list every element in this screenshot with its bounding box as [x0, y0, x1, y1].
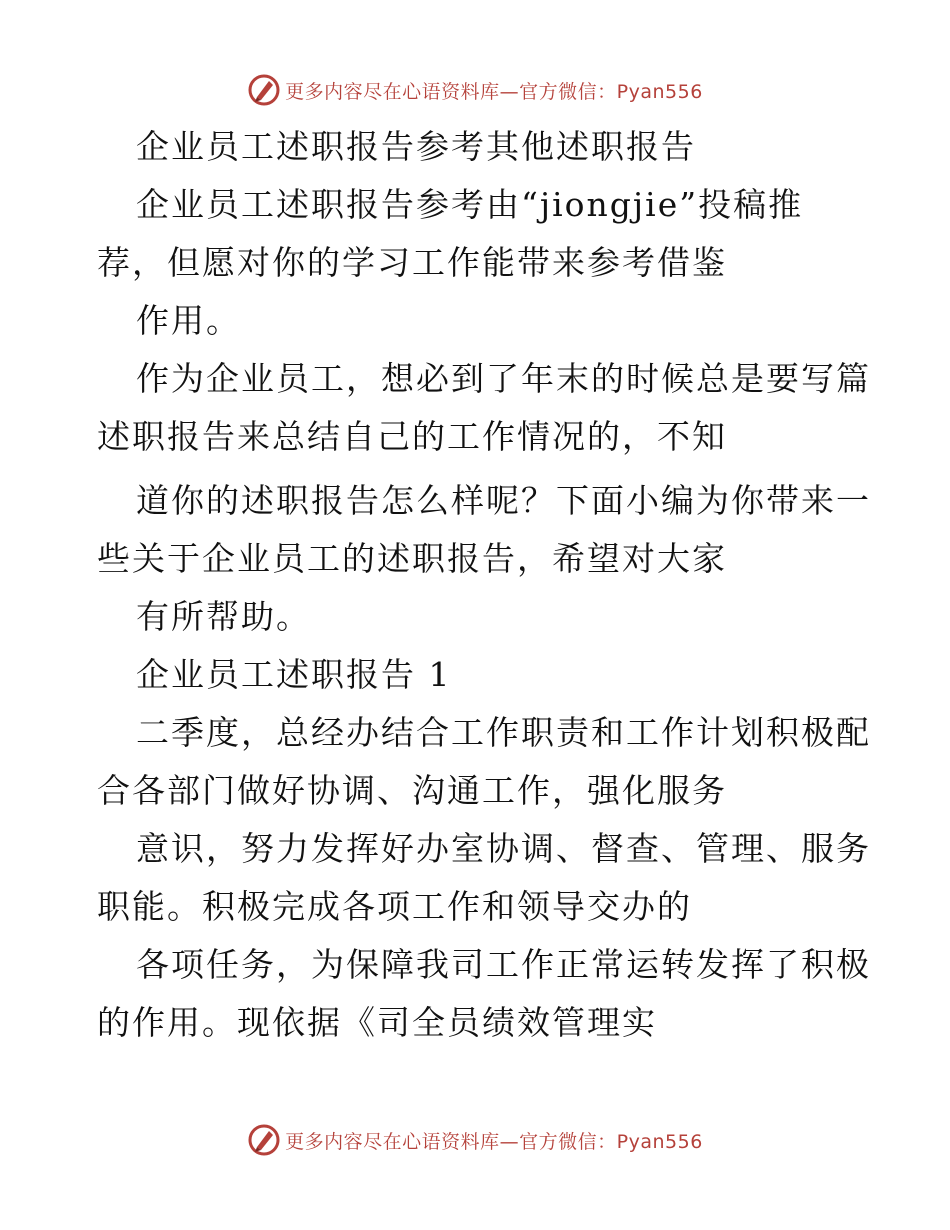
paragraph-line: 道你的述职报告怎么样呢？下面小编为你带来一 [136, 481, 871, 520]
paragraph-line: 有所帮助。 [136, 597, 311, 636]
paragraph-line: 职能。积极完成各项工作和领导交办的 [97, 887, 692, 926]
paragraph-line: 作为企业员工，想必到了年末的时候总是要写篇 [136, 359, 871, 398]
header-watermark [0, 70, 950, 110]
watermark-text: 更多内容尽在心语资料库—官方微信：Pyan556 [285, 1130, 703, 1153]
paragraph-line: 意识，努力发挥好办室协调、督查、管理、服务 [136, 829, 871, 868]
footer-watermark [0, 1120, 950, 1160]
pen-logo-icon [247, 1123, 281, 1157]
paragraph-line: 荐，但愿对你的学习工作能带来参考借鉴 [97, 243, 727, 282]
doc-title: 企业员工述职报告参考其他述职报告 [136, 127, 696, 166]
watermark-text: 更多内容尽在心语资料库—官方微信：Pyan556 [285, 80, 703, 103]
section-heading: 企业员工述职报告 1 [136, 655, 452, 694]
paragraph-line: 各项任务，为保障我司工作正常运转发挥了积极 [136, 945, 871, 984]
paragraph-line: 企业员工述职报告参考由“jiongjie”投稿推 [136, 185, 804, 224]
paragraph-line: 些关于企业员工的述职报告，希望对大家 [97, 539, 727, 578]
paragraph-line: 二季度，总经办结合工作职责和工作计划积极配 [136, 713, 871, 752]
paragraph-line: 的作用。现依据《司全员绩效管理实 [97, 1003, 657, 1042]
paragraph-line: 作用。 [136, 301, 241, 340]
pen-logo-icon [247, 73, 281, 107]
paragraph-line: 合各部门做好协调、沟通工作，强化服务 [97, 771, 727, 810]
paragraph-line: 述职报告来总结自己的工作情况的，不知 [97, 417, 727, 456]
